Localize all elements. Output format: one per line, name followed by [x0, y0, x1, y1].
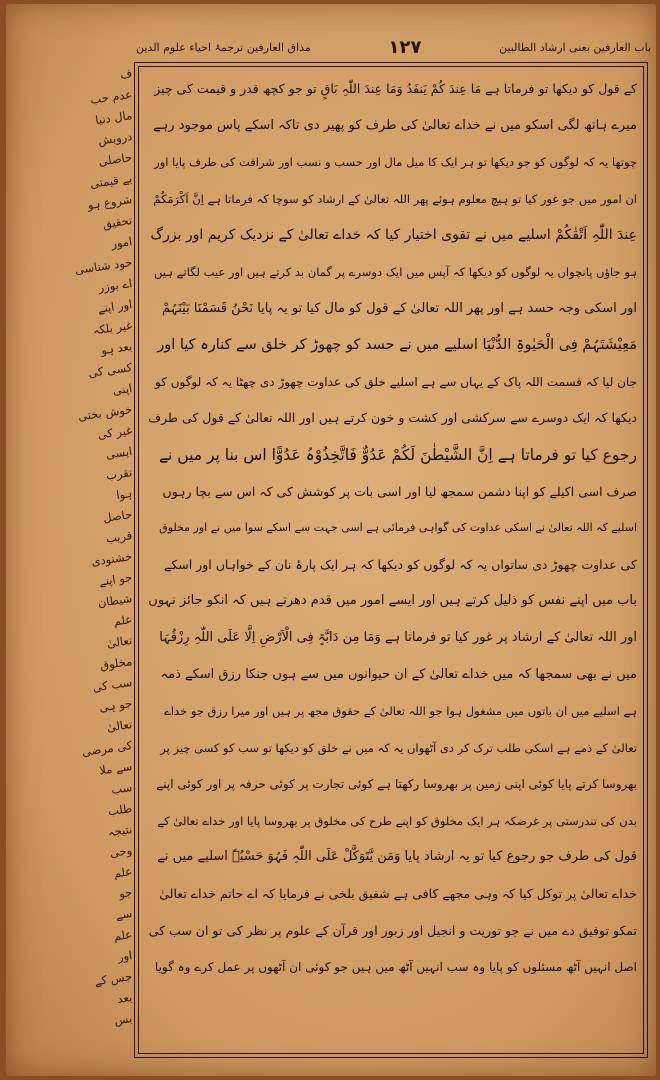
margin-gloss: نتیجہ	[106, 822, 133, 840]
body-line: اسلیے کہ اللہ تعالیٰ نے اسکی عداوت کی گواہی فرمائی ہے اسی جہت سے اسکے سوا میں نے اور مخلوق	[159, 521, 637, 535]
header-right-text: باب العارفین بعنی ارشاد الطالبین	[499, 40, 651, 54]
margin-gloss: اور	[116, 948, 133, 964]
margin-gloss: درویش	[97, 129, 133, 148]
margin-gloss: کسی کی	[87, 360, 133, 381]
body-line: کی عداوت چھوڑ دی ساتواں یہ کہ لوگوں کو دیکھا کہ ہر ایک پارۂ نان کے خواہاں اور اسکے	[164, 556, 637, 572]
margin-gloss: جو ہی	[98, 696, 133, 715]
margin-gloss: سب	[110, 780, 133, 797]
margin-gloss: خوش بختی	[77, 402, 133, 424]
margin-gloss: بعد ہو	[100, 339, 133, 358]
margin-notes	[64, 64, 132, 1054]
body-line: مَعِیْشَتَہُمْ فِی الْحَیٰوۃِ الدُّنْیَا اسلیے میں نے حسد کو چھوڑ کر خلق سے کنارہ کیا اور	[157, 337, 637, 354]
margin-gloss: تقرب	[105, 465, 133, 483]
margin-gloss: حاصل	[102, 507, 133, 525]
page-number: ۱۲۷	[388, 36, 422, 58]
running-header	[136, 34, 651, 60]
body-line: کے قول کو دیکھا تو فرماتا ہے مَا عِندَ کُمْ یَنفَدُ وَمَا عِندَ اللّٰہِ بَاقٍ تو جو کچھ قدر و قیمت کی چیز	[154, 81, 637, 96]
body-line: ہے اسلیے میں ان باتوں میں مشغول ہوا جو اللہ تعالیٰ کے حقوق مجھ پر ہیں اور میرا رزق جو خداے	[164, 704, 637, 719]
book-page	[6, 4, 656, 1076]
body-line: میرے ہاتھ لگی اسکو میں نے خداے تعالیٰ کی طرف کو پھیر دی تاکہ اسکے پاس موجود رہے	[153, 117, 637, 133]
margin-gloss: حاصلی	[97, 150, 133, 169]
margin-gloss: غیر کی	[96, 423, 133, 442]
body-line: رجوع کیا تو فرماتا ہے اِنَّ الشَّیْطٰنَ لَکُمْ عَدُوٌّ فَاتَّخِذُوْہُ عَدُوًّا اس بنا پر میں نے	[158, 445, 637, 464]
body-line: تعالیٰ کے ذمے ہے اسکی طلب ترک کر دی آٹھواں یہ کہ میں نے خلق کو دیکھا تو سب کو کسی چیز پر	[160, 740, 637, 755]
margin-gloss: عدم حب	[89, 87, 133, 107]
body-line: تمکو توفیق دے میں نے جو توریت و انجیل اور زبور اور قرآن کے علوم پر نظر کی تو ان سب کی	[148, 922, 637, 938]
margin-gloss: مال دنیا	[94, 108, 133, 128]
margin-gloss: ایسی	[105, 444, 133, 462]
body-line: میں نے بھی سمجھا کہ میں خداے تعالیٰ کے ان حیوانوں میں سے ہوں جنکا رزق اسکے ذمہ	[160, 666, 637, 682]
text-frame	[134, 62, 648, 1058]
margin-gloss: اے بوزر	[97, 276, 133, 295]
body-line: ان امور میں جو غور کیا تو ہیچ معلوم ہوئے پھر اللہ تعالیٰ کے ارشاد کو سوچا کہ فرماتا ہے اِنَّ اَکْرَمَکُمْ	[153, 191, 637, 206]
margin-gloss: ہوا	[115, 486, 133, 503]
margin-gloss: سے	[114, 906, 133, 923]
body-line: اور اللہ تعالیٰ کے ارشاد پر غور کیا تو فرماتا ہے وَمَا مِن دَابَّۃٍ فِی الْاَرْضِ اِلَّا عَلَی اللّٰہِ رِزْقُہَا	[159, 629, 637, 645]
margin-gloss: تعالیٰ	[105, 717, 133, 735]
margin-gloss: علم	[112, 864, 133, 881]
header-left-text: مذاق العارفین ترجمۂ احیاء علوم الدین	[136, 40, 311, 54]
body-line: اصل انہیں آٹھ مسئلوں کو پایا وہ سب انہیں آٹھ میں ہیں جو کوئی ان آٹھوں پر عمل کرے وہ گویا	[154, 960, 637, 975]
margin-gloss: سب کی	[91, 675, 133, 695]
body-line: چوتھا یہ کہ لوگوں کو جو دیکھا تو ہر ایک کا میل مال اور حسب و نسب اور شرافت کی طرف پایا اور	[154, 155, 637, 170]
margin-gloss: ف	[119, 66, 133, 82]
margin-gloss: جس کے	[93, 969, 133, 989]
margin-gloss: غیر بلکہ	[91, 318, 133, 338]
body-line: بھروسا کرتے پایا کوئی اپنی زمین پر بھروسا رکھتا ہے کوئی تجارت پر کوئی حرفہ پر اور کوئی اپنے	[156, 777, 637, 792]
body-line: دیکھا کہ ایک دوسرے سے سرکشی اور کشت و خون کرتے ہیں اور اللہ تعالیٰ کے قول کی طرف	[148, 410, 637, 426]
margin-gloss: وحی	[108, 843, 133, 861]
body-line: اور اسکی وجہ حسد ہے اور پھر اللہ تعالیٰ کے قول کو مال کیا تو یہ پایا نَحْنُ قَسَمْنَا بَیْنَہُمْ	[161, 300, 637, 316]
body-line: عِندَ اللّٰہِ اَتْقٰکُمْ اسلیے میں نے تقوی اختیار کیا کہ خداے تعالیٰ کے نزدیک کریم اور بزرگ	[150, 227, 637, 244]
margin-gloss: تعالیٰ	[105, 633, 133, 651]
margin-gloss: طلب	[106, 801, 133, 819]
margin-gloss: علم	[112, 927, 133, 944]
margin-gloss: اپنی	[111, 381, 133, 398]
margin-gloss: بس	[113, 1011, 133, 1028]
margin-gloss: بعد	[116, 990, 133, 1006]
margin-gloss: امور	[110, 234, 133, 251]
margin-gloss: اور اپنے	[96, 297, 133, 316]
body-line: صرف اسی اکیلے کو اپنا دشمن سمجھ لیا اور اسی بات پر کوشش کی کہ اس سے بچا رہوں	[162, 483, 637, 499]
margin-gloss: خود شناسی	[73, 255, 133, 277]
margin-gloss: جو اپنے	[98, 570, 133, 589]
margin-gloss: جو	[118, 885, 133, 901]
body-line: جان لیا کہ قسمت اللہ پاک کے یہاں سے ہے اسلیے خلق کی عداوت چھوڑ دی چھٹا یہ کہ لوگوں کو	[154, 374, 637, 389]
margin-gloss: قریب	[104, 528, 133, 546]
margin-gloss: خشنودی	[90, 549, 133, 569]
margin-gloss: مخلوق	[99, 654, 133, 673]
margin-gloss: بے قیمتی	[89, 171, 133, 191]
margin-gloss: تحقیق	[101, 213, 133, 232]
margin-gloss: سے ملا	[98, 759, 133, 778]
body-line: خداے تعالیٰ پر توکل کیا کہ وہی مجھے کافی ہے شفیق بلخی نے فرمایا کہ اے حاتم خداے تعالیٰ	[159, 886, 637, 902]
margin-gloss: شروع ہو	[86, 192, 133, 213]
margin-gloss: کی مرضی	[80, 738, 133, 759]
margin-gloss: شیطان	[96, 591, 133, 610]
body-text	[147, 71, 637, 1051]
body-line: باب میں اپنے نفس کو ذلیل کرتے ہیں اور ایسے امور میں قدم دھرتے ہیں کہ انکو جائز نہوں	[148, 593, 637, 609]
body-line: ہو جاؤں پانچواں یہ لوگوں کو دیکھا کہ آپس میں ایک دوسرے پر گمان بد کرتے ہیں اور عیب لگاتے ہیں	[154, 264, 637, 279]
body-line: قول کی طرف جو رجوع کیا تو یہ ارشاد پایا وَمَن یَّتَوَکَّلْ عَلَی اللّٰہِ فَہُوَ حَسْبُہٗ اسلیے میں نے	[157, 849, 637, 865]
margin-gloss: علم	[112, 612, 133, 629]
body-line: بدن کی تندرستی پر غرضکہ ہر ایک مخلوق کو اپنے طرح کی مخلوق پر بھروسا پایا اور خداے تعالیٰ کے	[157, 813, 637, 828]
